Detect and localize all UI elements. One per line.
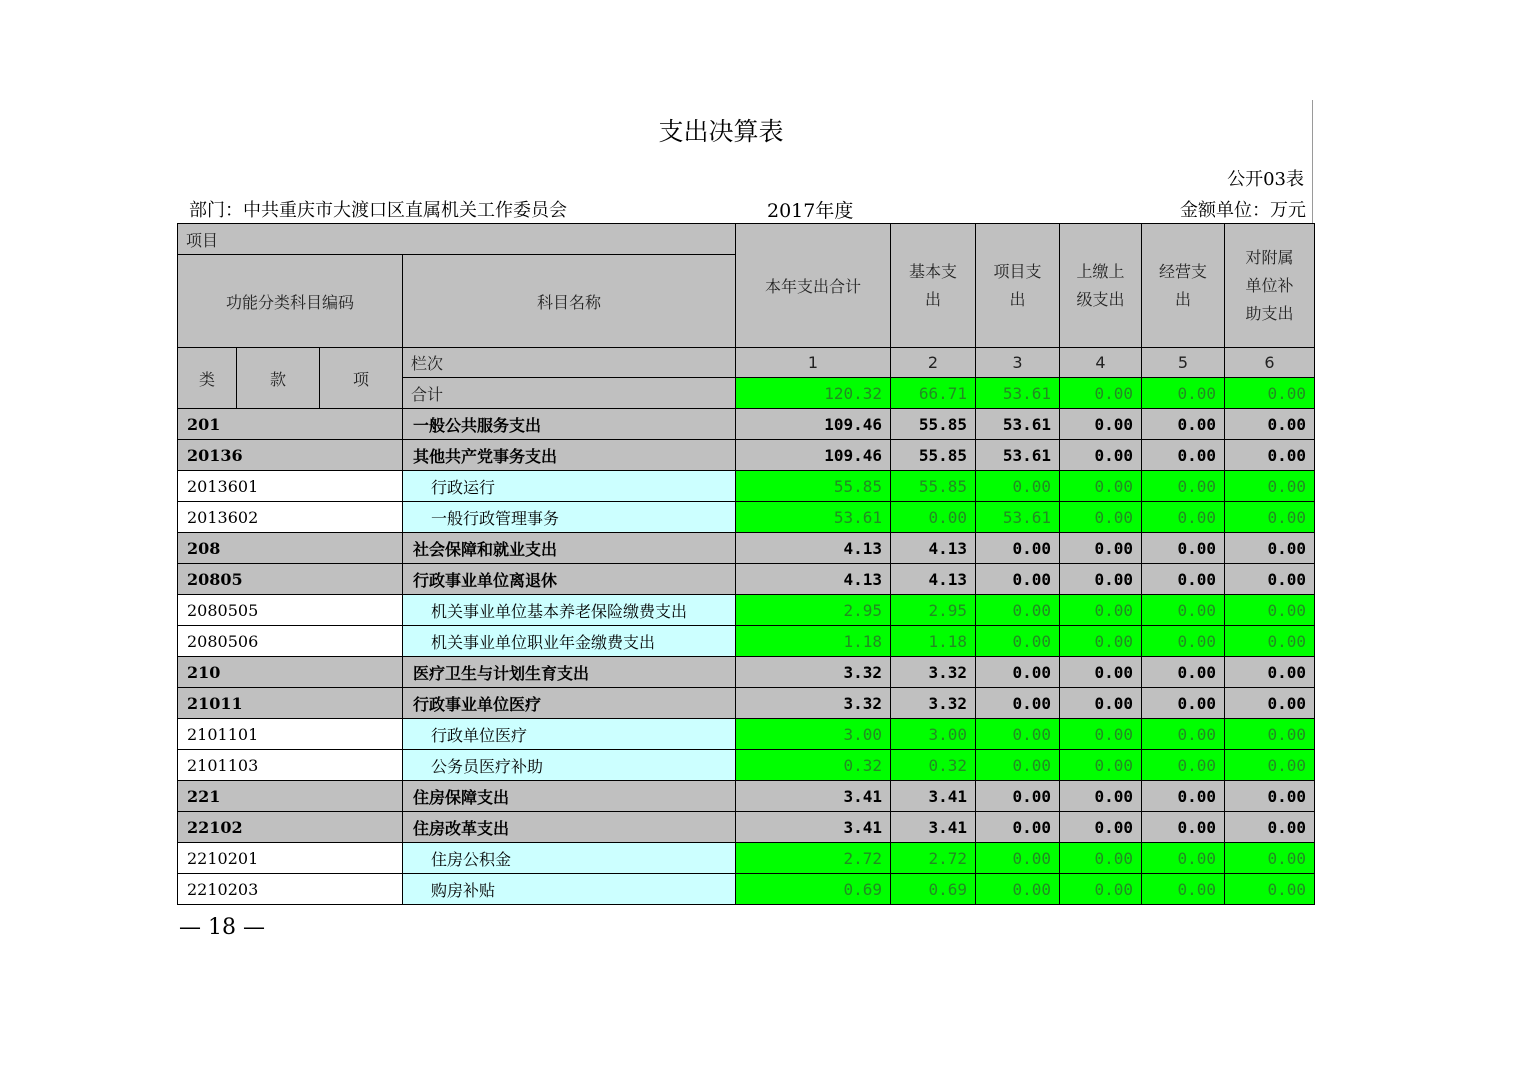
row-value: 0.00 (976, 719, 1060, 750)
row-code: 208 (178, 533, 403, 564)
row-code: 2210203 (178, 874, 403, 905)
row-value: 0.00 (976, 564, 1060, 595)
table-row (178, 502, 1315, 533)
row-value: 0.00 (1225, 874, 1315, 905)
header-col-project-text: 项目支出 (993, 261, 1042, 309)
row-value: 109.46 (736, 440, 891, 471)
row-value: 3.00 (736, 719, 891, 750)
table-row (178, 688, 1315, 719)
header-col-subsidy-text: 对附属单位补助支出 (1245, 247, 1294, 323)
total-label: 合计 (403, 378, 736, 409)
row-value: 3.41 (891, 781, 976, 812)
row-value: 0.00 (1142, 502, 1225, 533)
row-value: 3.32 (891, 657, 976, 688)
row-value: 0.00 (1225, 502, 1315, 533)
row-value: 3.41 (736, 812, 891, 843)
row-value: 0.00 (1225, 781, 1315, 812)
row-code: 22102 (178, 812, 403, 843)
table-row (178, 409, 1315, 440)
row-value: 1.18 (891, 626, 976, 657)
row-value: 53.61 (976, 502, 1060, 533)
page-title: 支出决算表 (658, 117, 784, 146)
row-value: 0.00 (976, 750, 1060, 781)
header-lei: 类 (178, 348, 237, 409)
row-value: 109.46 (736, 409, 891, 440)
row-value: 0.00 (976, 781, 1060, 812)
row-name: 行政运行 (403, 471, 736, 502)
total-value: 0.00 (1225, 378, 1315, 409)
row-name: 公务员医疗补助 (403, 750, 736, 781)
row-code: 20136 (178, 440, 403, 471)
row-value: 0.00 (976, 533, 1060, 564)
row-value: 0.00 (1060, 719, 1142, 750)
row-value: 0.00 (1060, 440, 1142, 471)
row-code: 201 (178, 409, 403, 440)
row-value: 0.00 (1225, 812, 1315, 843)
row-code: 2210201 (178, 843, 403, 874)
row-value: 0.00 (1225, 750, 1315, 781)
row-value: 0.00 (1060, 595, 1142, 626)
row-value: 0.00 (976, 471, 1060, 502)
total-value: 0.00 (1060, 378, 1142, 409)
row-code: 20805 (178, 564, 403, 595)
row-value: 0.00 (1225, 471, 1315, 502)
row-value: 53.61 (976, 409, 1060, 440)
header-col-project (976, 224, 1060, 348)
row-value: 0.00 (1225, 626, 1315, 657)
row-value: 0.00 (1142, 595, 1225, 626)
row-value: 0.00 (976, 657, 1060, 688)
header-col-total: 本年支出合计 (736, 224, 891, 348)
row-value: 0.69 (736, 874, 891, 905)
col-number: 4 (1060, 348, 1142, 378)
col-number: 2 (891, 348, 976, 378)
table-row (178, 874, 1315, 905)
row-name: 其他共产党事务支出 (403, 440, 736, 471)
row-value: 0.00 (1060, 812, 1142, 843)
row-value: 0.00 (1142, 657, 1225, 688)
row-value: 2.72 (736, 843, 891, 874)
table-row (178, 564, 1315, 595)
row-value: 0.00 (1060, 409, 1142, 440)
header-col-subsidy (1225, 224, 1315, 348)
col-number: 6 (1225, 348, 1315, 378)
row-value: 3.41 (891, 812, 976, 843)
row-value: 1.18 (736, 626, 891, 657)
table-row (178, 781, 1315, 812)
department-label: 部门：中共重庆市大渡口区直属机关工作委员会 (189, 200, 567, 221)
header-project: 项目 (178, 224, 736, 255)
row-code: 221 (178, 781, 403, 812)
row-value: 0.00 (1225, 843, 1315, 874)
row-value: 53.61 (976, 440, 1060, 471)
row-value: 0.00 (1225, 688, 1315, 719)
row-value: 0.00 (1060, 471, 1142, 502)
expenditure-table (177, 223, 1315, 905)
row-value: 0.00 (1142, 719, 1225, 750)
row-value: 0.00 (1142, 688, 1225, 719)
header-col-basic-text: 基本支出 (909, 261, 958, 309)
col-number: 5 (1142, 348, 1225, 378)
row-name: 购房补贴 (403, 874, 736, 905)
row-value: 0.00 (1142, 471, 1225, 502)
table-row (178, 750, 1315, 781)
row-value: 0.00 (1142, 533, 1225, 564)
header-col-operating-text: 经营支出 (1159, 261, 1208, 309)
row-value: 0.00 (1060, 533, 1142, 564)
row-name: 一般公共服务支出 (403, 409, 736, 440)
row-value: 0.00 (976, 874, 1060, 905)
row-code: 2101101 (178, 719, 403, 750)
row-name: 行政事业单位医疗 (403, 688, 736, 719)
row-value: 0.00 (1060, 657, 1142, 688)
row-value: 0.00 (1225, 564, 1315, 595)
amount-unit: 金额单位：万元 (1180, 200, 1306, 221)
row-value: 0.00 (976, 688, 1060, 719)
row-code: 2013602 (178, 502, 403, 533)
row-code: 2013601 (178, 471, 403, 502)
header-col-remit-text: 上缴上级支出 (1076, 261, 1125, 309)
row-value: 0.00 (976, 626, 1060, 657)
header-func-code: 功能分类科目编码 (178, 255, 403, 348)
table-row (178, 657, 1315, 688)
row-value: 4.13 (736, 533, 891, 564)
row-value: 0.00 (1060, 688, 1142, 719)
row-value: 0.00 (1142, 564, 1225, 595)
row-value: 0.00 (1225, 657, 1315, 688)
row-value: 0.00 (1060, 843, 1142, 874)
header-kuan: 款 (237, 348, 320, 409)
row-code: 21011 (178, 688, 403, 719)
row-value: 3.32 (736, 657, 891, 688)
row-value: 0.00 (976, 843, 1060, 874)
header-subject-name: 科目名称 (403, 255, 736, 348)
total-value: 53.61 (976, 378, 1060, 409)
header-xiang: 项 (320, 348, 403, 409)
row-name: 住房改革支出 (403, 812, 736, 843)
row-code: 2101103 (178, 750, 403, 781)
row-value: 0.00 (1225, 409, 1315, 440)
row-name: 一般行政管理事务 (403, 502, 736, 533)
header-col-remit (1060, 224, 1142, 348)
row-value: 0.00 (1142, 812, 1225, 843)
row-value: 2.95 (736, 595, 891, 626)
row-value: 2.72 (891, 843, 976, 874)
row-value: 0.69 (891, 874, 976, 905)
table-row (178, 719, 1315, 750)
row-value: 0.00 (1060, 750, 1142, 781)
table-row (178, 533, 1315, 564)
row-value: 4.13 (891, 564, 976, 595)
col-number: 1 (736, 348, 891, 378)
row-value: 0.00 (1142, 409, 1225, 440)
row-value: 55.85 (891, 409, 976, 440)
row-value: 0.00 (976, 812, 1060, 843)
row-code: 2080506 (178, 626, 403, 657)
table-row (178, 843, 1315, 874)
row-name: 住房公积金 (403, 843, 736, 874)
row-value: 55.85 (736, 471, 891, 502)
row-value: 3.32 (891, 688, 976, 719)
row-value: 3.32 (736, 688, 891, 719)
col-number: 3 (976, 348, 1060, 378)
row-value: 0.00 (1142, 440, 1225, 471)
row-value: 0.00 (1225, 595, 1315, 626)
row-value: 0.00 (1225, 440, 1315, 471)
row-value: 2.95 (891, 595, 976, 626)
row-value: 4.13 (736, 564, 891, 595)
row-code: 210 (178, 657, 403, 688)
table-code: 公开03表 (1227, 169, 1304, 190)
row-value: 0.00 (1142, 750, 1225, 781)
row-value: 4.13 (891, 533, 976, 564)
header-col-basic (891, 224, 976, 348)
table-row (178, 626, 1315, 657)
total-value: 0.00 (1142, 378, 1225, 409)
row-value: 0.32 (736, 750, 891, 781)
total-value: 66.71 (891, 378, 976, 409)
row-name: 行政单位医疗 (403, 719, 736, 750)
row-value: 55.85 (891, 440, 976, 471)
row-value: 3.41 (736, 781, 891, 812)
row-value: 0.32 (891, 750, 976, 781)
row-value: 0.00 (1060, 564, 1142, 595)
row-value: 0.00 (891, 502, 976, 533)
row-value: 0.00 (1060, 626, 1142, 657)
row-name: 医疗卫生与计划生育支出 (403, 657, 736, 688)
row-value: 0.00 (976, 595, 1060, 626)
header-lanci: 栏次 (403, 348, 736, 378)
row-value: 0.00 (1142, 781, 1225, 812)
row-code: 2080505 (178, 595, 403, 626)
row-value: 0.00 (1225, 719, 1315, 750)
table-row (178, 812, 1315, 843)
row-value: 3.00 (891, 719, 976, 750)
row-name: 行政事业单位离退休 (403, 564, 736, 595)
table-row (178, 440, 1315, 471)
row-value: 0.00 (1060, 781, 1142, 812)
row-value: 55.85 (891, 471, 976, 502)
row-value: 0.00 (1142, 626, 1225, 657)
page-number: — 18 — (179, 915, 265, 940)
row-value: 53.61 (736, 502, 891, 533)
row-value: 0.00 (1142, 874, 1225, 905)
row-name: 机关事业单位基本养老保险缴费支出 (403, 595, 736, 626)
row-name: 住房保障支出 (403, 781, 736, 812)
row-name: 社会保障和就业支出 (403, 533, 736, 564)
row-name: 机关事业单位职业年金缴费支出 (403, 626, 736, 657)
row-value: 0.00 (1060, 502, 1142, 533)
table-row (178, 595, 1315, 626)
row-value: 0.00 (1060, 874, 1142, 905)
row-value: 0.00 (1225, 533, 1315, 564)
fiscal-year: 2017年度 (767, 200, 854, 222)
row-value: 0.00 (1142, 843, 1225, 874)
total-value: 120.32 (736, 378, 891, 409)
table-row (178, 471, 1315, 502)
header-col-operating (1142, 224, 1225, 348)
